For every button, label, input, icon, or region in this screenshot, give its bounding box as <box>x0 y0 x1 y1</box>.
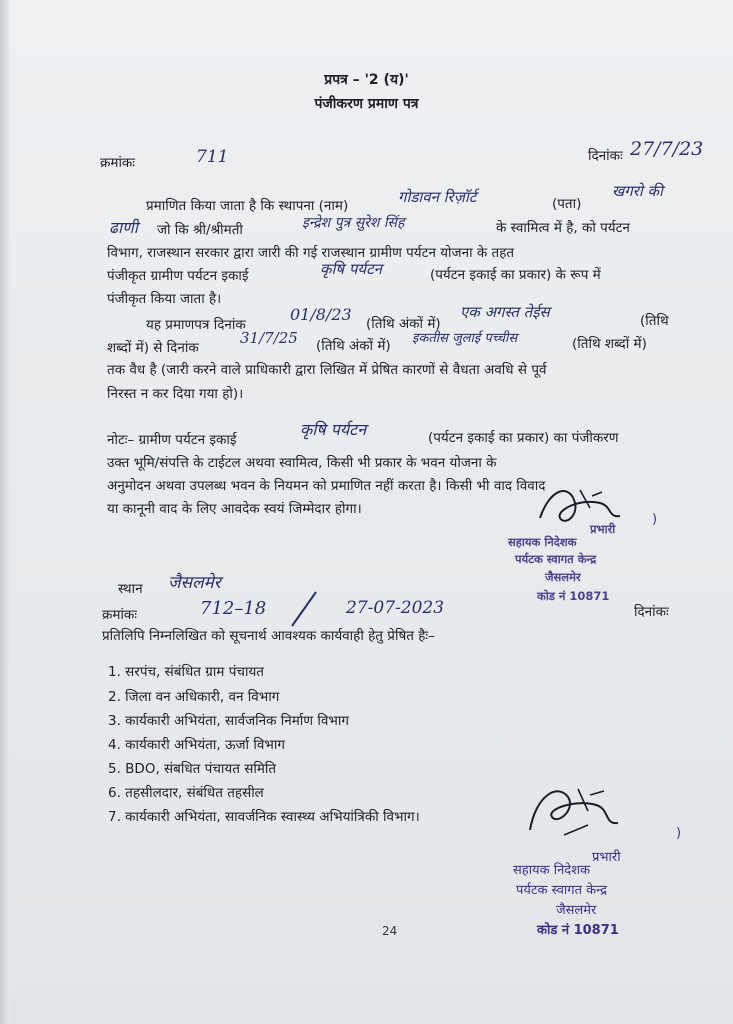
signature-2 <box>518 775 638 855</box>
p2-line2-b: (तिथि अंकों में) <box>316 338 391 354</box>
note-line4: या कानूनी वाद के लिए आवदेक स्वयं जिम्मेदार होगा। <box>107 501 362 517</box>
note-line1-b: (पर्यटन इकाई का प्रकार) का पंजीकरण <box>428 430 619 446</box>
p1-name: गोडावन रिज़ॉर्ट <box>398 188 477 206</box>
list-item: 6. तहसीलदार, संबंधित तहसील <box>108 785 264 801</box>
stamp1-paren: ) <box>652 512 658 527</box>
p2-line4: निरस्त न कर दिया गया हो)। <box>107 386 244 402</box>
p1-line2-b: जो कि श्री/श्रीमती <box>157 222 243 238</box>
p1-owner: इन्द्रेश पुत्र सुरेश सिंह <box>302 215 405 231</box>
p2-line2-c: (तिथि शब्दों में) <box>572 336 647 352</box>
stamp2-line1: सहायक निदेशक <box>513 863 591 878</box>
p2-line1-c: (तिथि <box>640 313 669 329</box>
form-title: प्रपत्र – '2 (य)' <box>324 72 409 88</box>
form-subtitle: पंजीकरण प्रमाण पत्र <box>314 96 419 112</box>
sthan-value: जैसलमेर <box>168 573 221 593</box>
dinank-label: दिनांकः <box>588 148 623 164</box>
stamp2-line2: पर्यटक स्वागत केन्द्र <box>516 883 608 898</box>
p2-line2-a: शब्दों में) से दिनांक <box>107 340 199 356</box>
note-line2: उक्त भूमि/संपत्ति के टाईटल अथवा स्वामित्व, किसी भी प्रकार के भवन योजना के <box>107 455 497 471</box>
stamp2-line1b: प्रभारी <box>592 850 621 865</box>
note-line3: अनुमोदन अथवा उपलब्ध भवन के नियमन को प्रमाणित नहीं करता है। किसी भी वाद विवाद <box>107 478 546 494</box>
p1-line4-a: पंजीकृत ग्रामीण पर्यटन इकाई <box>107 268 249 284</box>
p2-line1-b: (तिथि अंकों में) <box>366 316 441 332</box>
p1-line5: पंजीकृत किया जाता है। <box>107 291 222 307</box>
p1-address: खगरो की <box>612 182 663 200</box>
p1-unit: कृषि पर्यटन <box>320 260 382 278</box>
kramank-value: 711 <box>196 147 229 167</box>
p1-line1-b: (पता) <box>552 196 582 212</box>
list-item: 1. सरपंच, संबंधित ग्राम पंचायत <box>108 664 264 680</box>
page-edge <box>0 0 10 1024</box>
p2-date-to: 31/7/25 <box>240 329 298 347</box>
slash-mark <box>286 588 322 630</box>
stamp1-line1b: प्रभारी <box>590 522 616 536</box>
p2-line3: तक वैध है (जारी करने वाले प्राधिकारी द्वारा लिखित में प्रेषित कारणों से वैधता अवधि से पूर्व <box>107 362 547 378</box>
stamp2-paren: ) <box>676 826 682 841</box>
footer-kramank-label: क्रमांकः <box>102 607 138 623</box>
list-item: 5. BDO, संबधित पंचायत समिति <box>108 761 277 777</box>
copy-line: प्रतिलिपि निम्नलिखित को सूचनार्थ आवश्यक कार्यवाही हेतु प्रेषित हैः– <box>102 628 435 644</box>
list-item: 2. जिला वन अधिकारी, वन विभाग <box>108 689 280 705</box>
note-unit: कृषि पर्यटन <box>300 420 367 439</box>
dinank-value: 27/7/23 <box>630 138 704 160</box>
kramank-label: क्रमांकः <box>100 155 136 171</box>
stamp1-line4: कोड नं 10871 <box>537 589 610 603</box>
list-item: 3. कार्यकारी अभियंता, सार्वजनिक निर्माण विभाग <box>108 713 349 729</box>
list-item: 7. कार्यकारी अभियंता, सावर्जनिक स्वास्थ्य अभियांत्रिकी विभाग। <box>108 809 420 825</box>
p1-line4-b: (पर्यटन इकाई का प्रकार) के रूप में <box>430 267 601 283</box>
sthan-label: स्थान <box>118 581 143 597</box>
stamp1-line1: सहायक निदेशक <box>508 535 577 549</box>
stamp2-line3: जैसलमेर <box>556 903 597 918</box>
p2-line1-a: यह प्रमाणपत्र दिनांक <box>146 317 246 333</box>
p2-date-to-words: इकतीस जुलाई पच्चीस <box>412 331 518 346</box>
p1-line3: विभाग, राजस्थान सरकार द्वारा जारी की गई राजस्थान ग्रामीण पर्यटन योजना के तहत <box>107 245 515 261</box>
stamp1-line3: जैसलमेर <box>545 570 581 584</box>
footer-dinank-label: दिनांकः <box>634 604 669 620</box>
p1-line2-c: के स्वामित्व में है, को पर्यटन <box>496 220 630 236</box>
list-item: 4. कार्यकारी अभियंता, ऊर्जा विभाग <box>108 737 285 753</box>
footer-kramank-value: 712–18 <box>200 598 267 619</box>
note-line1-a: नोटः– ग्रामीण पर्यटन इकाई <box>107 432 237 448</box>
p1-line1-a: प्रमाणित किया जाता है कि स्थापना (नाम) <box>146 198 349 214</box>
p2-date-from-words: एक अगस्त तेईस <box>460 303 550 321</box>
stamp1-line2: पर्यटक स्वागत केन्द्र <box>515 552 597 566</box>
p1-address-cont: ढाणी <box>109 218 138 237</box>
footer-date-value: 27-07-2023 <box>346 598 445 618</box>
stamp2-line4: कोड नं 10871 <box>537 923 619 938</box>
page-number: 24 <box>382 924 398 938</box>
p2-date-from: 01/8/23 <box>290 305 352 324</box>
